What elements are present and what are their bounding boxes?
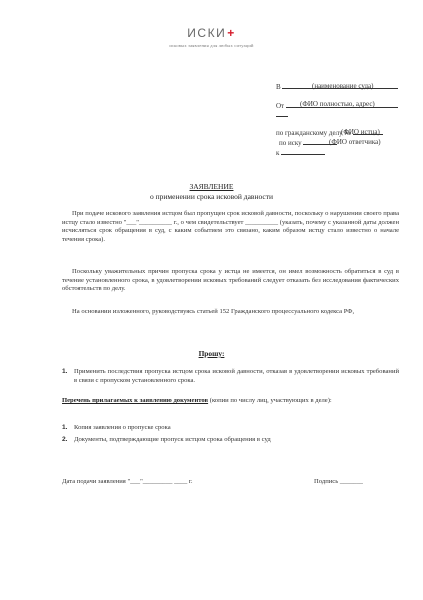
body-paragraph-2: Поскольку уважительных причин пропуска срока у истца не имеется, он имел возможность обратиться в суд в течение установленного срока, в удовлетворении исковых требований следует отказать без исследования фактических обстоятельств по делу. xyxy=(62,268,399,293)
court-hint: (наименование суда) xyxy=(312,82,374,90)
fio-hint: (ФИО полностью, адрес) xyxy=(300,100,375,108)
request-item xyxy=(62,368,399,385)
body-paragraph-3: На основании изложенного, руководствуясь статьей 152 Гражданского процессуального кодекса РФ, xyxy=(72,308,355,315)
defendant-hint: (ФИО ответчика) xyxy=(329,138,381,146)
submission-date-line: Дата подачи заявления "___"_________ ____ г. xyxy=(62,478,193,485)
site-logo xyxy=(0,26,423,40)
signature-line: Подпись _______ xyxy=(314,478,363,485)
request-heading: Прошу: xyxy=(198,349,225,358)
body-paragraph-1: При подаче искового заявления истцом был пропущен срок исковой давности, поскольку о нарушении своего права истцу стало известно "___"__________ г., о чем свидетельствует __________ (указать, почему с указанной даты должен исчисляться срок обращения в суд, с каким событием это связано, каким образом истцу стало известно о начале течения срока). xyxy=(62,210,399,243)
logo-text: ИСКИ xyxy=(187,26,227,40)
logo-tagline: исковых заявления для любых ситуаций xyxy=(169,43,254,48)
attachments-heading xyxy=(62,397,399,406)
document-title: ЗАЯВЛЕНИЕ xyxy=(189,182,234,191)
plaintiff-line: по иску xyxy=(272,128,337,157)
attachment-item-1: 1. Копия заявления о пропуске срока xyxy=(62,424,171,431)
attachments-note: (копии по числу лиц, участвующих в деле): xyxy=(208,397,332,404)
case-number-line: по гражданскому делу № xyxy=(269,118,383,147)
request-item-text: Применить последствия пропуска истцом срока исковой давности, отказав в удовлетворении исковых требований в связи с пропуском установленного срока. xyxy=(74,368,399,384)
header-to-line: В xyxy=(269,72,398,101)
defendant-line: к xyxy=(269,138,325,167)
document-subtitle: о применении срока исковой давности xyxy=(149,192,274,201)
logo-plus-mark: + xyxy=(227,26,236,40)
request-item-number: 1. xyxy=(62,368,68,375)
attachment-item-2: 2. Документы, подтверждающие пропуск истцом срока обращения в суд xyxy=(62,436,271,443)
header-from-line: От xyxy=(269,91,398,120)
attachments-title: Перечень прилагаемых к заявлению документов xyxy=(62,397,209,404)
plaintiff-hint: (ФИО истца) xyxy=(341,128,380,136)
